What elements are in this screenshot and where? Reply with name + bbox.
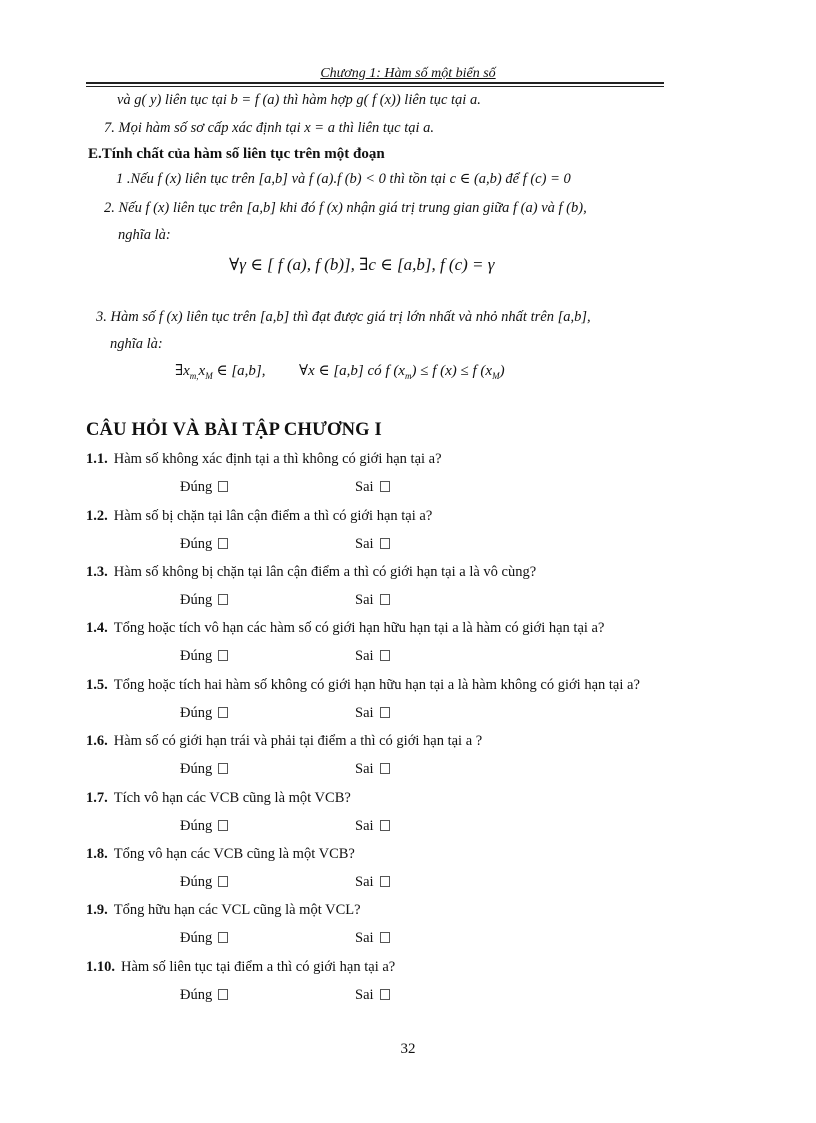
- true-option-label: Đúng: [180, 648, 213, 664]
- question-number: 1.5.: [86, 677, 108, 693]
- false-checkbox[interactable]: [380, 820, 390, 831]
- question-text: Hàm số liên tục tại điểm a thì có giới hạn tại a?: [121, 959, 396, 975]
- question-text: Hàm số không xác định tại a thì không có giới hạn tại a?: [113, 451, 442, 467]
- property-2-line2: nghĩa là:: [118, 227, 171, 243]
- true-option[interactable]: [180, 648, 228, 665]
- true-option-label: Đúng: [180, 930, 213, 946]
- question-text: Tổng hoặc tích hai hàm số không có giới hạn hữu hạn tại a là hàm không có giới hạn tại a?: [113, 677, 640, 693]
- false-option[interactable]: [355, 987, 390, 1004]
- question-item: [86, 846, 355, 863]
- true-option-label: Đúng: [180, 536, 213, 552]
- false-checkbox[interactable]: [380, 989, 390, 1000]
- true-option[interactable]: [180, 930, 228, 947]
- property-3-line2: nghĩa là:: [110, 336, 163, 352]
- question-item: [86, 902, 361, 919]
- formula-part: ∀x ∈ [a,b] có f (x: [299, 363, 405, 379]
- false-option[interactable]: [355, 761, 390, 778]
- true-option[interactable]: [180, 818, 228, 835]
- property-1: 1 .Nếu f (x) liên tục trên [a,b] và f (a).f (b) < 0 thì tồn tại c ∈ (a,b) để f (c) = 0: [116, 171, 571, 187]
- formula-part: x: [198, 363, 206, 379]
- question-number: 1.7.: [86, 790, 108, 806]
- formula-sub: m,: [189, 371, 199, 381]
- true-option-label: Đúng: [180, 874, 213, 890]
- question-item: [86, 959, 395, 976]
- true-checkbox[interactable]: [218, 594, 228, 605]
- true-option-label: Đúng: [180, 761, 213, 777]
- question-number: 1.1.: [86, 451, 108, 467]
- false-option[interactable]: [355, 536, 390, 553]
- question-number: 1.3.: [86, 564, 108, 580]
- question-item: [86, 790, 351, 807]
- question-text: Tổng vô hạn các VCB cũng là một VCB?: [113, 846, 355, 862]
- false-option-label: Sai: [355, 930, 374, 946]
- formula-sub: M: [205, 371, 213, 381]
- formula-part: ) ≤ f (x) ≤ f (x: [411, 363, 493, 379]
- true-checkbox[interactable]: [218, 650, 228, 661]
- property-3-line1: 3. Hàm số f (x) liên tục trên [a,b] thì đạt được giá trị lớn nhất và nhỏ nhất trên [a,b],: [96, 309, 591, 325]
- false-option-label: Sai: [355, 761, 374, 777]
- true-checkbox[interactable]: [218, 876, 228, 887]
- question-number: 1.4.: [86, 620, 108, 636]
- question-item: [86, 508, 432, 525]
- false-checkbox[interactable]: [380, 481, 390, 492]
- false-option-label: Sai: [355, 987, 374, 1003]
- formula-sub: M: [492, 371, 500, 381]
- item-7: 7. Mọi hàm số sơ cấp xác định tại x = a thì liên tục tại a.: [104, 120, 435, 136]
- question-number: 1.8.: [86, 846, 108, 862]
- false-option[interactable]: [355, 874, 390, 891]
- question-text: Hàm số không bị chặn tại lân cận điểm a thì có giới hạn tại a là vô cùng?: [113, 564, 537, 580]
- true-option-label: Đúng: [180, 987, 213, 1003]
- formula-sub: m: [404, 371, 412, 381]
- false-checkbox[interactable]: [380, 876, 390, 887]
- false-option-label: Sai: [355, 648, 374, 664]
- false-checkbox[interactable]: [380, 650, 390, 661]
- true-checkbox[interactable]: [218, 707, 228, 718]
- false-option[interactable]: [355, 705, 390, 722]
- true-checkbox[interactable]: [218, 989, 228, 1000]
- true-option[interactable]: [180, 761, 228, 778]
- true-checkbox[interactable]: [218, 481, 228, 492]
- question-number: 1.6.: [86, 733, 108, 749]
- false-option-label: Sai: [355, 874, 374, 890]
- false-option[interactable]: [355, 592, 390, 609]
- true-option[interactable]: [180, 705, 228, 722]
- true-option-label: Đúng: [180, 479, 213, 495]
- header-rule-thin: [86, 86, 664, 87]
- question-number: 1.2.: [86, 508, 108, 524]
- false-checkbox[interactable]: [380, 763, 390, 774]
- exercises-heading: CÂU HỎI VÀ BÀI TẬP CHƯƠNG I: [86, 420, 382, 440]
- false-option[interactable]: [355, 930, 390, 947]
- true-option[interactable]: [180, 987, 228, 1004]
- question-item: [86, 677, 640, 694]
- false-option-label: Sai: [355, 818, 374, 834]
- question-number: 1.10.: [86, 959, 115, 975]
- formula-part: ): [499, 363, 505, 379]
- header-rule-thick: [86, 82, 664, 84]
- true-option[interactable]: [180, 874, 228, 891]
- false-option[interactable]: [355, 648, 390, 665]
- false-option-label: Sai: [355, 592, 374, 608]
- false-checkbox[interactable]: [380, 932, 390, 943]
- true-option[interactable]: [180, 479, 228, 496]
- question-item: [86, 620, 604, 637]
- true-option-label: Đúng: [180, 818, 213, 834]
- false-option[interactable]: [355, 818, 390, 835]
- property-2-line1: 2. Nếu f (x) liên tục trên [a,b] khi đó f (x) nhận giá trị trung gian giữa f (a) và f (b),: [104, 200, 587, 216]
- false-option[interactable]: [355, 479, 390, 496]
- true-option[interactable]: [180, 536, 228, 553]
- false-checkbox[interactable]: [380, 707, 390, 718]
- true-option[interactable]: [180, 592, 228, 609]
- chapter-header: Chương 1: Hàm số một biến số: [320, 66, 496, 81]
- formula-part: ∃x: [175, 363, 190, 379]
- question-item: [86, 564, 536, 581]
- question-text: Tổng hoặc tích vô hạn các hàm số có giới hạn hữu hạn tại a là hàm có giới hạn tại a?: [113, 620, 605, 636]
- false-option-label: Sai: [355, 536, 374, 552]
- false-checkbox[interactable]: [380, 594, 390, 605]
- continuation-line: và g( y) liên tục tại b = f (a) thì hàm hợp g( f (x)) liên tục tại a.: [117, 92, 481, 108]
- false-option-label: Sai: [355, 705, 374, 721]
- question-text: Tổng hữu hạn các VCL cũng là một VCL?: [113, 902, 361, 918]
- true-checkbox[interactable]: [218, 538, 228, 549]
- false-checkbox[interactable]: [380, 538, 390, 549]
- question-item: [86, 733, 482, 750]
- page-number: 32: [400, 1041, 416, 1057]
- formula-part: ∈ [a,b],: [216, 363, 266, 379]
- true-checkbox[interactable]: [218, 763, 228, 774]
- question-text: Tích vô hạn các VCB cũng là một VCB?: [113, 790, 351, 806]
- question-text: Hàm số bị chặn tại lân cận điểm a thì có giới hạn tại a?: [113, 508, 433, 524]
- property-2-formula: ∀γ ∈ [ f (a), f (b)], ∃c ∈ [a,b], f (c) = γ: [229, 255, 495, 274]
- true-option-label: Đúng: [180, 705, 213, 721]
- question-number: 1.9.: [86, 902, 108, 918]
- false-option-label: Sai: [355, 479, 374, 495]
- property-3-formula: [175, 361, 505, 381]
- true-option-label: Đúng: [180, 592, 213, 608]
- question-item: [86, 451, 442, 468]
- question-text: Hàm số có giới hạn trái và phải tại điểm a thì có giới hạn tại a ?: [113, 733, 483, 749]
- true-checkbox[interactable]: [218, 932, 228, 943]
- true-checkbox[interactable]: [218, 820, 228, 831]
- section-e-title: E.Tính chất của hàm số liên tục trên một đoạn: [88, 146, 385, 162]
